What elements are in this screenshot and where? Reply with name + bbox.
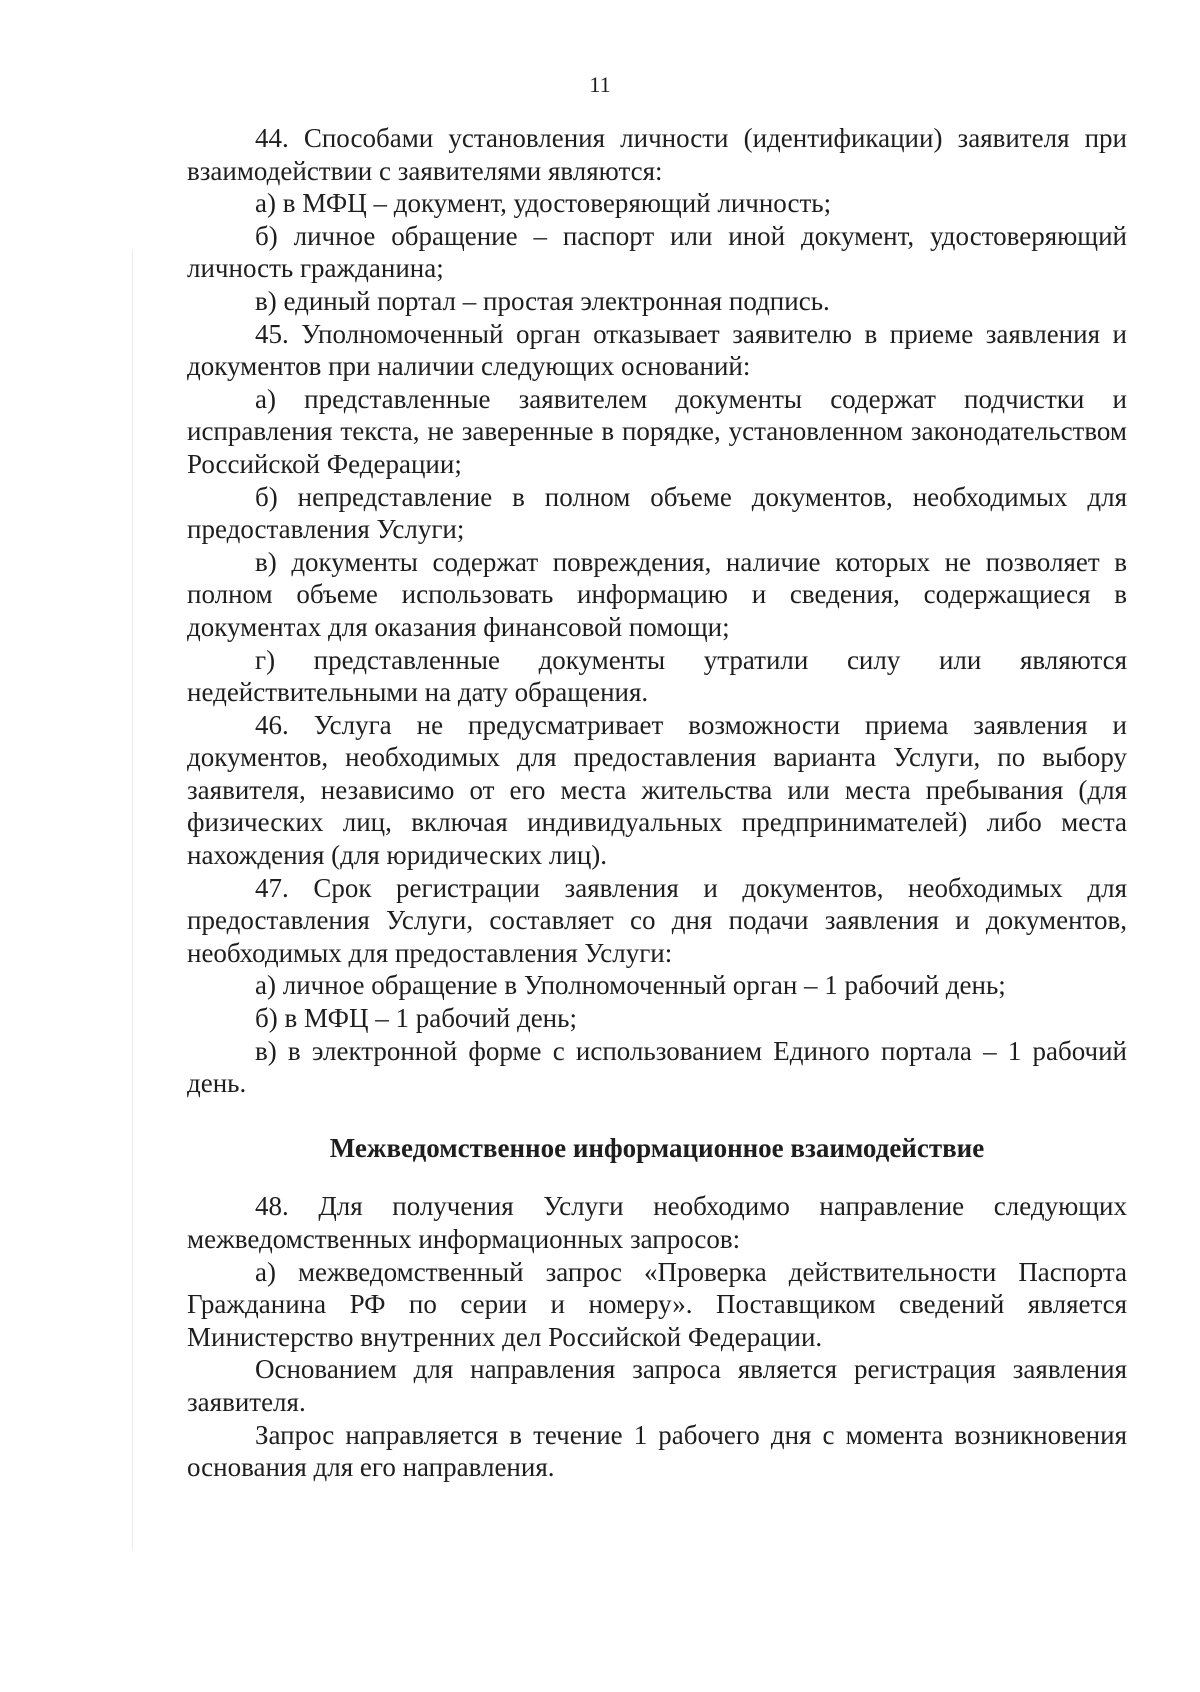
paragraph-44: 44. Способами установления личности (идентификации) заявителя при взаимодействии с заявителями являются: xyxy=(187,123,1127,186)
paragraph-46: 46. Услуга не предусматривает возможности приема заявления и документов, необходимых для предоставления варианта Услуги, по выбору заявителя, независимо от его места жительства или места пребывания (для физических лиц, включая индивидуальных предпринимателей) либо места нахождения (для юридических лиц). xyxy=(187,709,1127,871)
paragraph-44-a: а) в МФЦ – документ, удостоверяющий личность; xyxy=(255,188,832,219)
paragraph-45: 45. Уполномоченный орган отказывает заявителю в приеме заявления и документов при наличии следующих оснований: xyxy=(187,318,1127,382)
paragraph-47-b: б) в МФЦ – 1 рабочий день; xyxy=(255,1003,577,1034)
paragraph-45-a: а) представленные заявителем документы содержат подчистки и исправления текста, не заверенные в порядке, установленном законодательством Российской Федерации; xyxy=(187,383,1127,479)
scan-artifact-line xyxy=(132,250,133,1550)
paragraph-45-b: б) непредставление в полном объеме документов, необходимых для предоставления Услуги; xyxy=(187,481,1127,545)
paragraph-45-c: в) документы содержат повреждения, наличие которых не позволяет в полном объеме использовать информацию и сведения, содержащиеся в документах для оказания финансовой помощи; xyxy=(187,546,1127,642)
paragraph-44-c: в) единый портал – простая электронная подпись. xyxy=(255,285,830,316)
paragraph-48-basis: Основанием для направления запроса является регистрация заявления заявителя. xyxy=(187,1354,1127,1417)
page-number: 11 xyxy=(589,72,611,97)
paragraph-47: 47. Срок регистрации заявления и документов, необходимых для предоставления Услуги, составляет со дня подачи заявления и документов, необходимых для предоставления Услуги: xyxy=(187,872,1127,968)
paragraph-47-a: а) личное обращение в Уполномоченный орган – 1 рабочий день; xyxy=(255,970,1006,1001)
paragraph-44-b: б) личное обращение – паспорт или иной документ, удостоверяющий личность гражданина; xyxy=(187,220,1127,284)
paragraph-47-c: в) в электронной форме с использованием Единого портала – 1 рабочий день. xyxy=(187,1035,1127,1099)
paragraph-45-d: г) представленные документы утратили силу или являются недействительными на дату обращения. xyxy=(187,644,1127,708)
paragraph-48: 48. Для получения Услуги необходимо направление следующих межведомственных информационных запросов: xyxy=(187,1191,1127,1254)
paragraph-48-term: Запрос направляется в течение 1 рабочего дня с момента возникновения основания для его направления. xyxy=(187,1419,1127,1483)
section-heading: Межведомственное информационное взаимодействие xyxy=(329,1132,985,1163)
paragraph-48-a: а) межведомственный запрос «Проверка действительности Паспорта Гражданина РФ по серии и номеру». Поставщиком сведений является Министерство внутренних дел Российской Федерации. xyxy=(187,1256,1127,1352)
document-body xyxy=(187,122,1127,1484)
